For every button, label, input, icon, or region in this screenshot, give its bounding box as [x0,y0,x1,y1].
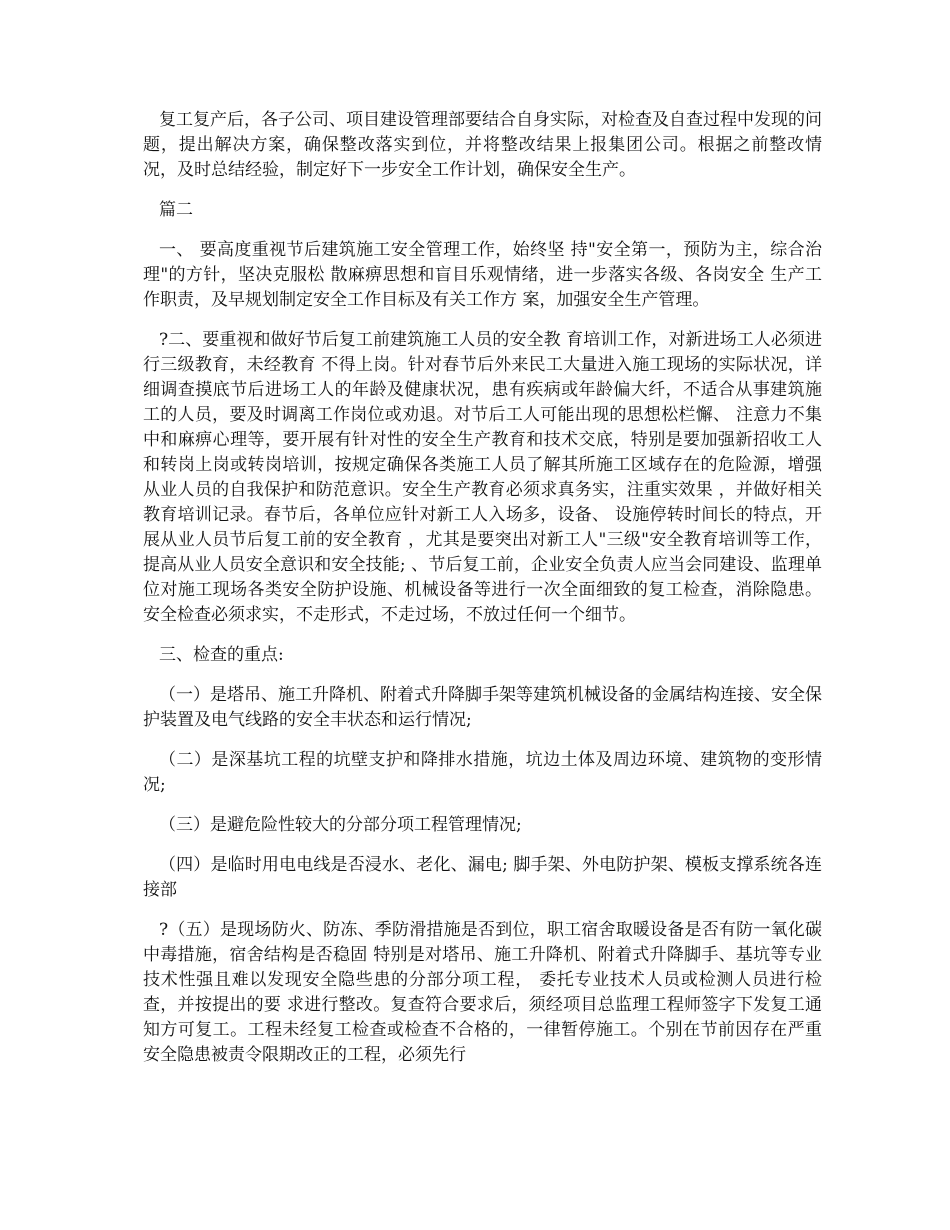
section-heading-part-two: 篇二 [159,200,193,220]
paragraph-focus-four: （四）是临时用电电线是否浸水、老化、漏电; 脚手架、外电防护架、模板支撑系统各连接部 [143,855,822,900]
paragraph-item-one: 一、 要高度重视节后建筑施工安全管理工作，始终坚 持"安全第一，预防为主，综合治理"的方针，坚决克服松 散麻痹思想和盲目乐观情绪，进一步落实各级、各岗安全 生产工作职责，及早规划制定安全工作目标及有关工作方 案，加强安全生产管理。 [143,240,822,310]
paragraph-focus-one: （一）是塔吊、施工升降机、附着式升降脚手架等建筑机械设备的金属结构连接、安全保护装置及电气线路的安全丰状态和运行情况; [143,685,822,730]
paragraph-focus-two: （二）是深基坑工程的坑壁支护和降排水措施，坑边土体及周边环境、建筑物的变形情况; [143,750,822,795]
paragraph-resumption-summary: 复工复产后，各子公司、项目建设管理部要结合自身实际，对检查及自查过程中发现的问题，提出解决方案，确保整改落实到位，并将整改结果上报集团公司。根据之前整改情况，及时总结经验，制定好下一步安全工作计划，确保安全生产。 [143,110,822,180]
paragraph-focus-three: （三）是避危险性较大的分部分项工程管理情况; [159,815,522,835]
heading-inspection-focus: 三、检查的重点: [159,645,284,665]
paragraph-focus-five: ?（五）是现场防火、防冻、季防滑措施是否到位，职工宿舍取暖设备是否有防一氧化碳中毒措施，宿舍结构是否稳固 特别是对塔吊、施工升降机、附着式升降脚手、基坑等专业技术性强且难以发现安全隐些患的分部分项工程， 委托专业技术人员或检测人员进行检查，并按提出的要 求进行整改。复查符合要求后，须经项目总监理工程师签字下发复工通知方可复工。工程未经复工检查或检查不合格的，一律暂停施工。个别在节前因存在严重安全隐患被责令限期改正的工程，必须先行 [143,920,822,1065]
paragraph-item-two: ?二、要重视和做好节后复工前建筑施工人员的安全教 育培训工作，对新进场工人必须进行三级教育，未经教育 不得上岗。针对春节后外来民工大量进入施工现场的实际状况，详细调查摸底节后进场工人的年龄及健康状况，患有疾病或年龄偏大纤，不适合从事建筑施工的人员，要及时调离工作岗位或劝退。对节后工人可能出现的思想松栏懈、 注意力不集中和麻痹心理等，要开展有针对性的安全生产教育和技术交底，特别是要加强新招收工人和转岗上岗或转岗培训，按规定确保各类施工人员了解其所施工区域存在的危险源，增强从业人员的自我保护和防范意识。安全生产教育必须求真务实，注重实效果 ，并做好相关教育培训记录。春节后，各单位应针对新工人入场多，设备、 设施停转时间长的特点，开展从业人员节后复工前的安全教育 ，尤其是要突出对新工人"三级"安全教育培训等工作，提高从业人员安全意识和安全技能; 、节后复工前，企业安全负责人应当会同建设、监理单位对施工现场各类安全防护设施、机械设备等进行一次全面细致的复工检查，消除隐患。安全检查必须求实，不走形式，不走过场，不放过任何一个细节。 [143,330,822,625]
